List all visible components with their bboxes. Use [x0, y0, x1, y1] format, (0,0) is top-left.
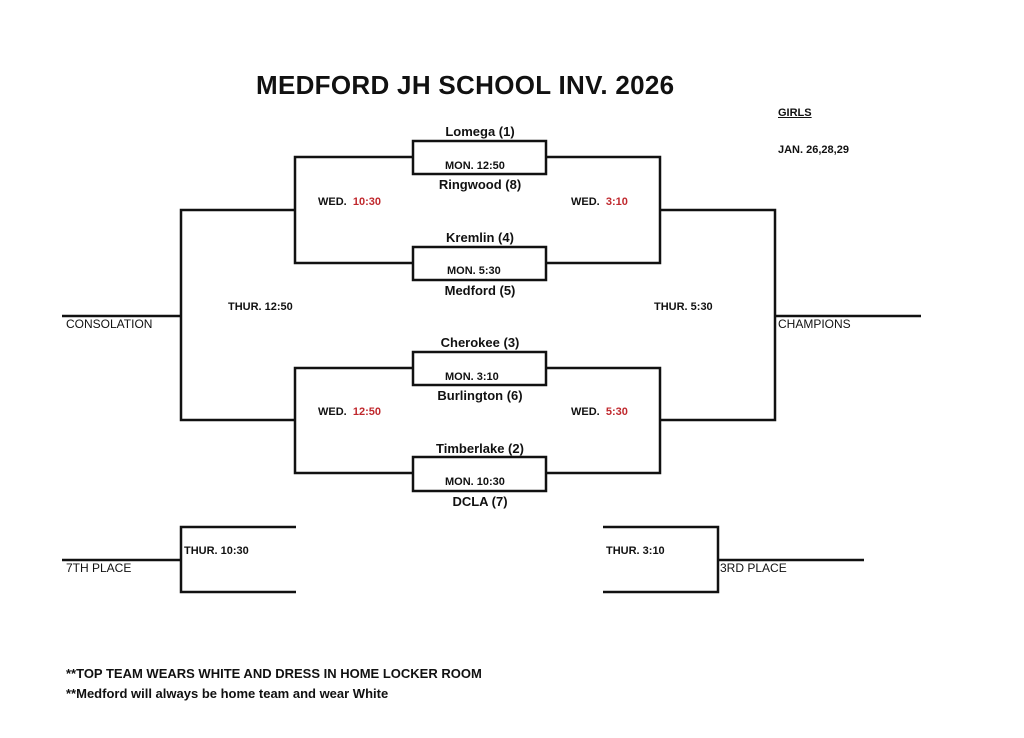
- wed-winners-bottom: [571, 407, 628, 418]
- thu-third-place-game: THUR. 3:10: [606, 545, 665, 557]
- left-thu-bracket: [181, 210, 295, 420]
- right-thu-bracket: [660, 210, 775, 420]
- right-wed-bottom-bracket: [546, 368, 660, 473]
- team-cherokee: Cherokee (3): [440, 335, 520, 350]
- wed-time: 12:50: [352, 406, 381, 418]
- seventh-place-label: 7TH PLACE: [66, 561, 132, 575]
- thu-championship: THUR. 5:30: [654, 301, 713, 313]
- team-burlington: Burlington (6): [437, 388, 523, 403]
- third-place-bracket: [603, 527, 718, 592]
- consolation-label: CONSOLATION: [66, 317, 153, 331]
- game-time-3: MON. 3:10: [445, 371, 499, 383]
- left-wed-bottom-bracket: [295, 368, 413, 473]
- division-label: GIRLS: [778, 107, 812, 119]
- wed-consolation-top: [318, 197, 381, 208]
- champions-label: CHAMPIONS: [778, 317, 851, 331]
- wed-winners-top: [571, 197, 628, 208]
- team-medford: Medford (5): [444, 283, 516, 298]
- third-place-label: 3RD PLACE: [720, 561, 787, 575]
- wed-time: 5:30: [605, 406, 628, 418]
- seventh-place-bracket: [181, 527, 296, 592]
- team-ringwood: Ringwood (8): [438, 177, 522, 192]
- wed-consolation-bottom: [318, 407, 381, 418]
- right-wed-top-bracket: [546, 157, 660, 263]
- page-title: MEDFORD JH SCHOOL INV. 2026: [256, 70, 675, 100]
- team-kremlin: Kremlin (4): [446, 230, 514, 245]
- thu-seventh-place-game: THUR. 10:30: [184, 545, 249, 557]
- wed-day-label: WED.: [318, 196, 347, 208]
- note-top-team: **TOP TEAM WEARS WHITE AND DRESS IN HOME LOCKER ROOM: [66, 666, 482, 681]
- game-time-2: MON. 5:30: [447, 265, 501, 277]
- thu-consolation-final: THUR. 12:50: [228, 301, 293, 313]
- wed-time: 10:30: [352, 196, 381, 208]
- wed-day-label: WED.: [571, 406, 600, 418]
- wed-day-label: WED.: [318, 406, 347, 418]
- tournament-dates: JAN. 26,28,29: [778, 144, 849, 156]
- wed-time: 3:10: [605, 196, 628, 208]
- game-time-1: MON. 12:50: [445, 160, 505, 172]
- team-lomega: Lomega (1): [445, 124, 515, 139]
- team-timberlake: Timberlake (2): [436, 441, 524, 456]
- wed-day-label: WED.: [571, 196, 600, 208]
- note-medford-home: **Medford will always be home team and wear White: [66, 686, 389, 701]
- game-time-4: MON. 10:30: [445, 476, 505, 488]
- left-wed-top-bracket: [295, 157, 413, 263]
- team-dcla: DCLA (7): [452, 494, 508, 509]
